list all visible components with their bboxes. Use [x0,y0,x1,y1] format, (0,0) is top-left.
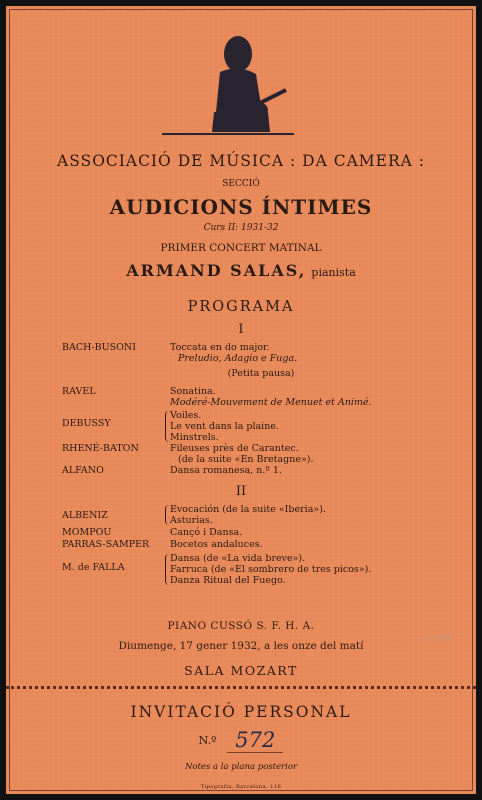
work-title: Dansa (de «La vida breve»). [170,553,306,564]
artist-name: ARMAND SALAS, [126,261,307,280]
work-title: Sonatina. [170,386,216,397]
work-title: Preludio, Adagio e Fuga. [178,353,298,364]
part-one-numeral: I [238,322,244,337]
musician-emblem-icon [158,34,298,138]
work-title: Cançó i Dansa. [170,527,243,538]
back-page-note: Notes a la plana posterior [184,762,298,772]
course-year: Curs II: 1931-32 [203,223,279,233]
part-two-numeral: II [235,484,247,499]
invitation-title: INVITACIÓ PERSONAL [130,703,352,721]
work-title: Le vent dans la plaine. [170,421,279,432]
number-label: N.º [198,734,217,747]
work-title: Minstrels. [170,432,219,443]
ticket-number-line [6,728,476,753]
composer-name: ALBENIZ [62,510,108,521]
work-title: Dansa romanesa, n.º 1. [170,465,282,476]
archive-stamp: C-1701 [423,632,454,645]
piano-sponsor: PIANO CUSSÓ S. F. H. A. [167,620,315,632]
organization-name: ASSOCIACIÓ DE MÚSICA : DA CAMERA : [57,152,425,170]
printer-imprint: Tipografia, Barcelona, 116 [200,784,282,790]
work-title: Evocación (de la suite «Iberia»). [170,504,326,515]
composer-name: RAVEL [62,386,96,397]
ticket-number: 572 [227,728,283,753]
work-title: Bocetos andaluces. [170,539,263,550]
work-title: Asturias. [170,515,213,526]
work-title: Farruca (de «El sombrero de tres picos»). [170,564,372,575]
composer-name: PARRAS-SAMPER [62,539,150,550]
work-title: Fileuses près de Carantec. [170,443,299,454]
composer-name: MOMPOU [62,527,112,538]
work-title: Danza Ritual del Fuego. [170,575,286,586]
artist-role: pianista [311,266,356,279]
composer-name: ALFANO [62,465,104,476]
work-title: (de la suite «En Bretagne»). [178,454,314,465]
intermission-note: (Petita pausa) [227,368,295,379]
concert-invitation [6,6,476,794]
composer-name: RHENÉ-BATON [62,443,139,454]
artist-line [6,261,476,280]
perforation-line [6,686,476,689]
series-title: AUDICIONS ÍNTIMES [109,195,373,219]
composer-name: M. de FALLA [62,562,125,573]
section-label: SECCIÓ [222,179,260,189]
work-title: Modéré-Mouvement de Menuet et Animé. [170,397,372,408]
venue-name: SALA MOZART [184,663,298,678]
composer-name: DEBUSSY [62,418,111,429]
composer-name: BACH-BUSONI [62,342,136,353]
concert-date: Diumenge, 17 gener 1932, a les onze del matí [118,640,364,652]
work-title: Toccata en do major. [170,342,270,353]
program-title: PROGRAMA [187,299,295,315]
work-title: Voiles. [170,410,202,421]
concert-title: PRIMER CONCERT MATINAL [160,242,322,254]
